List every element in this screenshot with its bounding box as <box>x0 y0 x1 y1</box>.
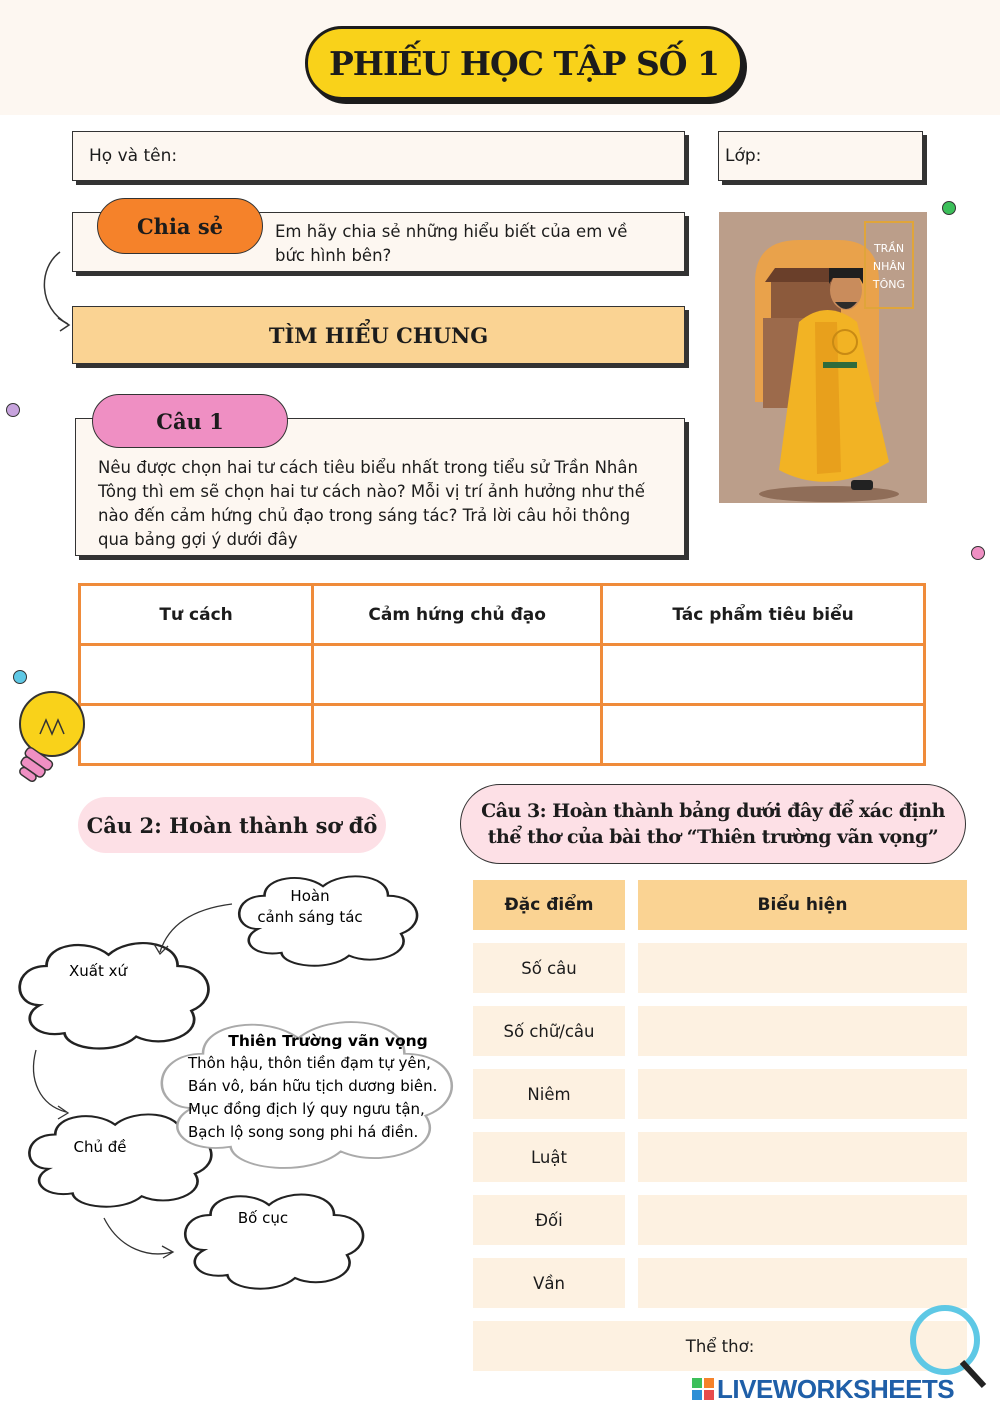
q3-row-label: Số câu <box>473 943 625 993</box>
cloud-theme-label: Chủ đề <box>73 1138 127 1156</box>
q3-row-label: Đối <box>473 1195 625 1245</box>
q1-table <box>78 583 926 766</box>
table-row <box>80 645 925 705</box>
q3-pill-line-2: thể thơ của bài thơ “Thiên trường vãn vọng” <box>487 826 939 848</box>
table-header-cell: Cảm hứng chủ đạo <box>313 585 602 645</box>
q3-answer-cell[interactable] <box>638 1069 967 1119</box>
q1-pill: Câu 1 <box>92 394 288 448</box>
page-title: PHIẾU HỌC TẬP SỐ 1 <box>305 26 743 100</box>
q1-line: Tông thì em sẽ chọn hai tư cách nào? Mỗi vị trí ảnh hưởng như thế <box>98 482 645 501</box>
share-prompt <box>275 220 675 268</box>
q3-answer-cell[interactable] <box>638 1132 967 1182</box>
cloud-context-label: cảnh sáng tác <box>257 908 363 926</box>
student-name-field[interactable] <box>72 131 685 181</box>
table-header-cell: Tác phẩm tiêu biểu <box>602 585 925 645</box>
cloud-structure-label: Bố cục <box>237 1209 289 1227</box>
share-pill: Chia sẻ <box>97 198 263 254</box>
arrow-head <box>58 1106 68 1119</box>
class-label: Lớp: <box>725 146 762 166</box>
q3-footer-label: Thể thơ: <box>685 1336 755 1356</box>
tran-nhan-tong-portrait <box>719 212 927 503</box>
student-name-label: Họ và tên: <box>89 146 178 166</box>
light-bulb-icon <box>4 684 90 792</box>
poem-title: Thiên Trường vãn vọng <box>228 1032 428 1050</box>
table-header-row <box>80 585 925 645</box>
q1-line: nào đến cảm hứng chủ đạo trong sáng tác? Trả lời câu hỏi thông <box>98 506 631 525</box>
portrait-caption-line-2: NHÂN <box>872 260 906 273</box>
table-header-cell: Tư cách <box>80 585 313 645</box>
q3-answer-cell[interactable] <box>638 1006 967 1056</box>
decor-dot-purple <box>6 403 20 417</box>
table-row <box>80 705 925 765</box>
poem-line: Bạch lộ song song phi há điền. <box>188 1123 419 1141</box>
share-prompt-line-1: Em hãy chia sẻ những hiểu biết của em về <box>275 222 628 241</box>
q3-answer-cell[interactable] <box>638 943 967 993</box>
q3-header-feature: Đặc điểm <box>473 880 625 930</box>
q3-row-label: Niêm <box>473 1069 625 1119</box>
class-field[interactable] <box>718 131 923 181</box>
q3-answer-cell[interactable] <box>638 1195 967 1245</box>
q3-pill <box>460 784 966 864</box>
decor-dot-pink <box>971 546 985 560</box>
q3-row-label: Vần <box>473 1258 625 1308</box>
poem-line: Thôn hậu, thôn tiền đạm tự yên, <box>188 1054 431 1072</box>
q3-row-label: Số chữ/câu <box>473 1006 625 1056</box>
q2-pill: Câu 2: Hoàn thành sơ đồ <box>78 797 386 853</box>
poem-line: Bán vô, bán hữu tịch dương biên. <box>188 1077 438 1095</box>
table-answer-cell[interactable] <box>313 705 602 765</box>
q3-footer-poem-form[interactable] <box>473 1321 967 1371</box>
arrow-connector <box>104 1218 172 1254</box>
table-answer-cell[interactable] <box>602 705 925 765</box>
arrow-connector <box>34 1050 66 1112</box>
liveworksheets-logo-icon <box>692 1378 714 1400</box>
q3-row-label: Luật <box>473 1132 625 1182</box>
table-answer-cell[interactable] <box>602 645 925 705</box>
cloud-origin-label: Xuất xứ <box>68 962 128 980</box>
q1-line: qua bảng gợi ý dưới đây <box>98 530 298 549</box>
cloud-context-label: Hoàn <box>290 887 330 905</box>
decor-dot-blue <box>13 670 27 684</box>
liveworksheets-watermark <box>692 1374 992 1404</box>
q2-diagram <box>0 860 480 1330</box>
section-heading: TÌM HIỂU CHUNG <box>72 306 685 364</box>
table-answer-cell[interactable] <box>80 705 313 765</box>
watermark-text: LIVEWORKSHEETS <box>717 1373 955 1404</box>
portrait-caption-line-1: TRẦN <box>873 242 905 255</box>
share-prompt-line-2: bức hình bên? <box>275 246 392 265</box>
portrait-caption-line-3: TÔNG <box>872 278 906 291</box>
table-answer-cell[interactable] <box>80 645 313 705</box>
portrait-illustration <box>719 212 927 503</box>
q3-pill-line-1: Câu 3: Hoàn thành bảng dưới đây để xác định <box>481 800 945 822</box>
q1-question <box>98 456 683 552</box>
decor-dot-green <box>942 201 956 215</box>
cloud-origin <box>20 943 209 1048</box>
table-answer-cell[interactable] <box>313 645 602 705</box>
poem-line: Mục đồng địch lý quy ngưu tận, <box>188 1100 425 1118</box>
q3-header-expression: Biểu hiện <box>638 880 967 930</box>
q1-line: Nêu được chọn hai tư cách tiêu biểu nhất trong tiểu sử Trần Nhân <box>98 458 638 477</box>
arrow-connector <box>160 904 232 952</box>
